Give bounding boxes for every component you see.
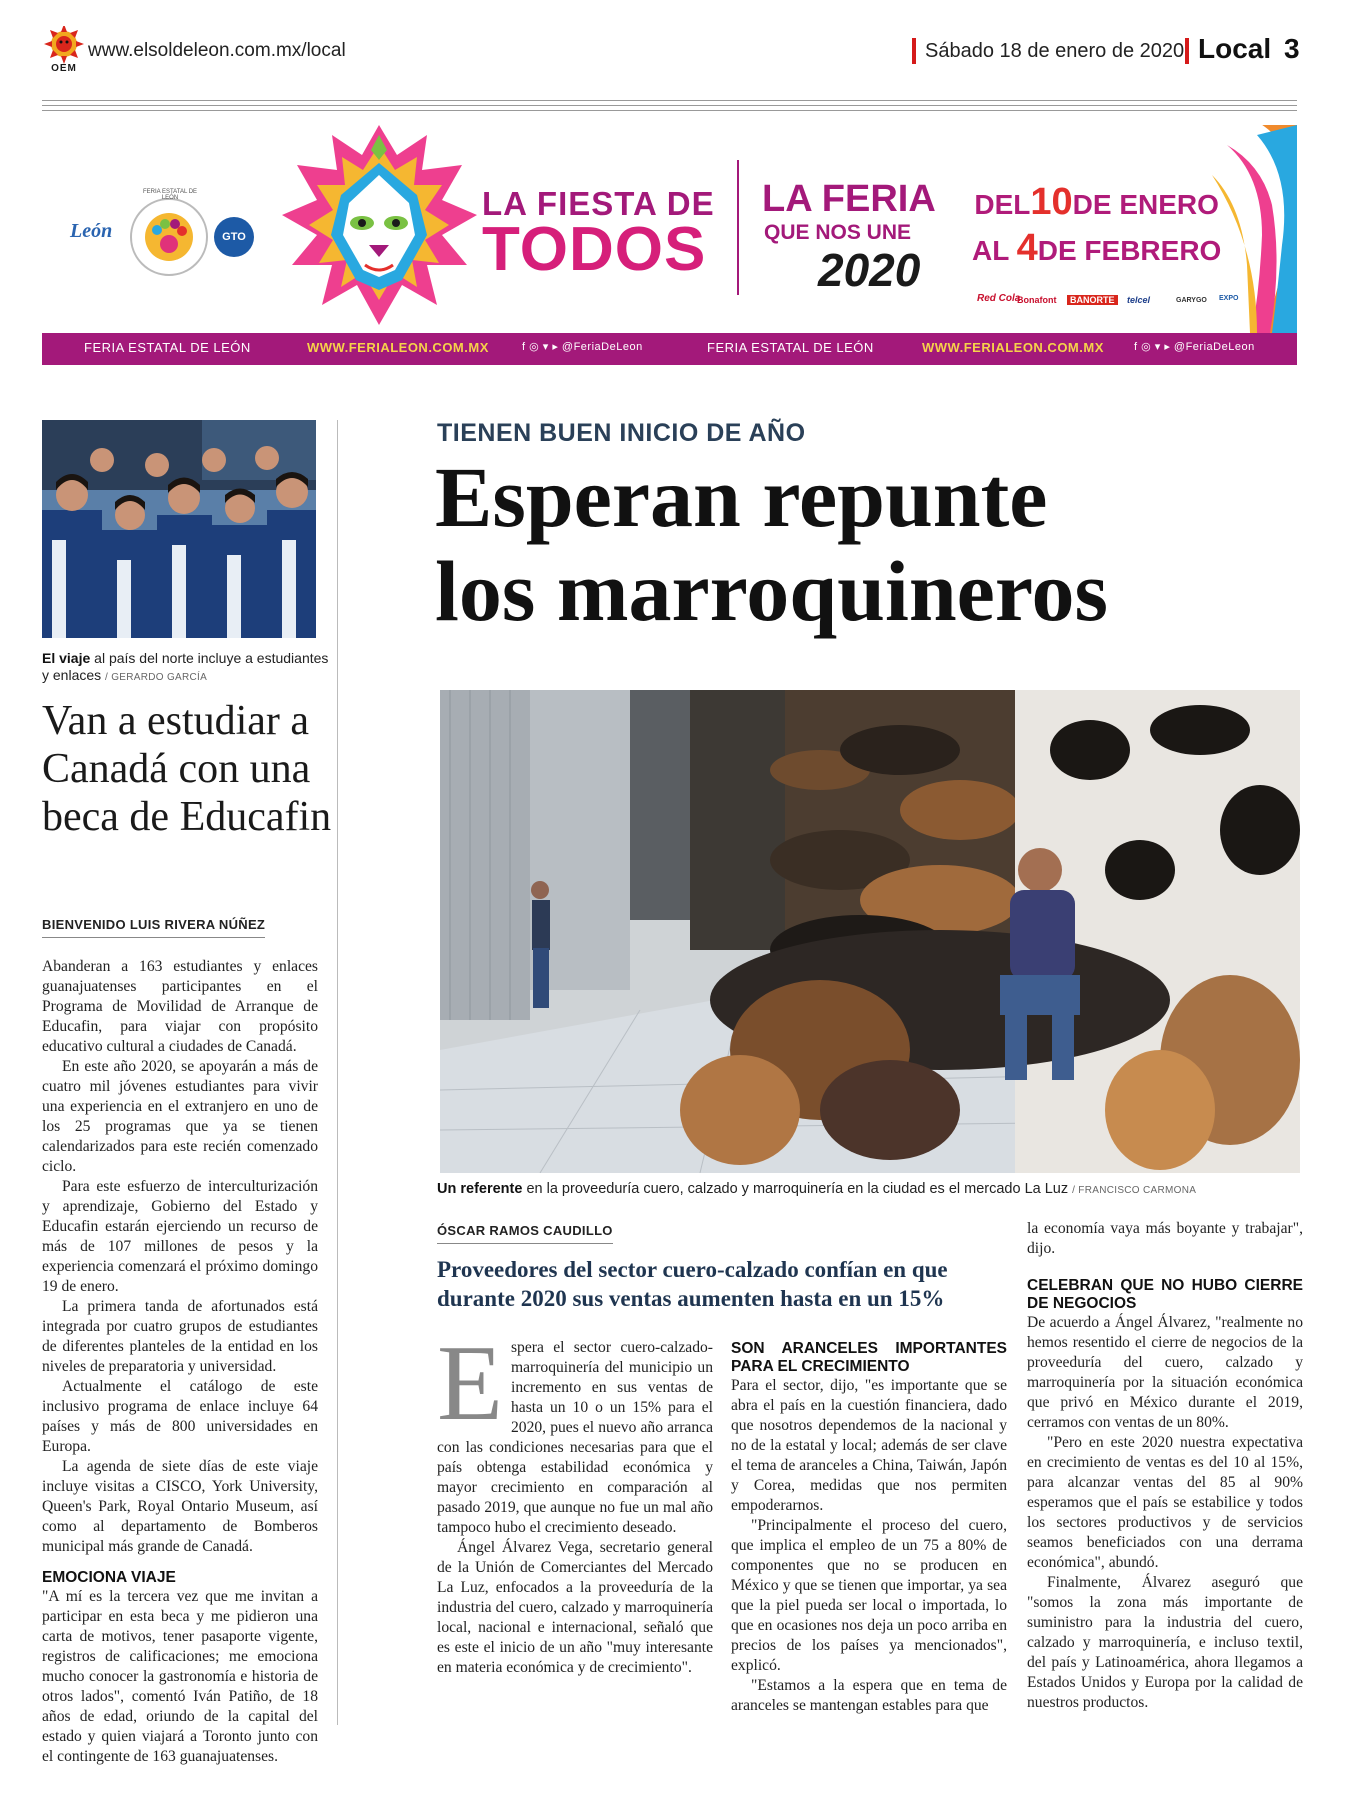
fiesta-line-2: TODOS	[482, 215, 707, 284]
article-paragraph: "Pero en este 2020 nuestra expectativa en crecimiento de ventas es del 10 al 15%, para alcanzar ventas del 85 al 90% esperamos que el país se estabilice y todos los sectores productivos y de servicios seamos beneficiados con una derrama económica", abundó.	[1027, 1434, 1303, 1571]
article-column-1	[437, 1324, 713, 1678]
site-url[interactable]: www.elsoldeleon.com.mx/local	[88, 40, 346, 61]
sidebar-headline: Van a estudiar a Canadá con una beca de Educafin	[42, 698, 332, 840]
leon-logo: León	[70, 220, 113, 242]
article-paragraph: Para el sector, dijo, "es importante que se abra el país en la cuestión financiera, dado que nosotros dependemos de la nacional y no de la estatal y local; además de ser clave el tema de aranceles a China, Taiwán, Japón y Corea, medidas que nos permiten empoderarnos.	[731, 1377, 1007, 1514]
article-column-2	[731, 1340, 1007, 1716]
oem-logo-text: OEM	[51, 63, 77, 74]
column-rule	[337, 420, 338, 1725]
sponsor-redcola: Red Cola	[977, 293, 1021, 304]
gto-logo: GTO	[214, 217, 254, 257]
sidebar-paragraph: Para este esfuerzo de interculturización y aprendizaje, Gobierno del Estado y Educafin estarán ejerciendo un recurso de más de 107 millones de pesos y la experiencia comenzará el próximo domingo 19 de enero.	[42, 1178, 318, 1295]
feather-illustration	[1202, 125, 1297, 333]
banner-strip	[42, 333, 1297, 365]
header-rule	[42, 100, 1297, 101]
sidebar-subhead: EMOCIONA VIAJE	[42, 1569, 176, 1586]
article-byline: ÓSCAR RAMOS CAUDILLO	[437, 1223, 613, 1244]
strip-url-1[interactable]: WWW.FERIALEON.COM.MX	[307, 340, 489, 355]
article-paragraph: la economía vaya más boyante y trabajar", dijo.	[1027, 1220, 1303, 1257]
fiesta-line-1: LA FIESTA DE	[482, 185, 715, 222]
seal-text: FERIA ESTATAL DE LEÓN	[142, 189, 198, 201]
sidebar-paragraph: Actualmente el catálogo de este inclusivo programa de enlace incluye 64 países y más de 800 universidades en Europa.	[42, 1378, 318, 1455]
feria-year: 2020	[818, 244, 921, 296]
feria-banner[interactable]	[42, 125, 1297, 365]
sidebar-paragraph: En este año 2020, se apoyarán a más de cuatro mil jóvenes estudiantes para vivir una experiencia en el extranjero en uno de los 25 programas que ya se tienen calendarizados para este recién comenzado ciclo.	[42, 1058, 318, 1175]
sidebar-paragraph: La agenda de siete días de este viaje incluye visitas a CISCO, York University, Queen's Park, Royal Ontario Museum, así como al departamento de Bomberos municipal más grande de Canadá.	[42, 1458, 318, 1555]
sponsor-garygo: GARYGO	[1176, 297, 1207, 304]
sponsor-telcel: telcel	[1127, 295, 1151, 305]
header-rule-3	[42, 110, 1297, 111]
feria-line-1: LA FERIA	[762, 178, 936, 220]
headline-line-2: los marroquineros	[435, 543, 1108, 639]
article-deck: Proveedores del sector cuero-calzado confían en que durante 2020 sus ventas aumenten hasta en un 15%	[437, 1257, 948, 1311]
dropcap: E	[437, 1324, 503, 1443]
article-paragraph: De acuerdo a Ángel Álvarez, "realmente no hemos resentido el cierre de negocios de la proveeduría del cuero, calzado y marroquinería por la situación económica que privó en México durante el 2019, cerramos con ventas de un 80%.	[1027, 1314, 1303, 1431]
article-kicker: TIENEN BUEN INICIO DE AÑO	[437, 419, 806, 447]
section-name: Local	[1198, 33, 1272, 64]
article-paragraph: "Estamos a la espera que en tema de aranceles se mantengan estables para que	[731, 1677, 1007, 1714]
dates-line-1: DEL10DE ENERO	[974, 181, 1219, 223]
article-paragraph: "Principalmente el proceso del cuero, que implica el empleo de un 75 a 80% de componentes que no se producen en México y que se tienen que importar, ya sea que la piel pueda ser local o importada, lo que en ocasiones nos deja un poco arriba en precios de los países ya mencionados", explicó.	[731, 1517, 1007, 1674]
leather-market-photo	[440, 690, 1300, 1173]
students-photo	[42, 420, 316, 638]
header-red-bar-2	[1185, 38, 1189, 64]
headline-line-1: Esperan repunte	[435, 449, 1048, 545]
strip-social-2[interactable]: f ◎ ▾ ▸ @FeriaDeLeon	[1134, 341, 1255, 353]
dates-line-2: AL 4DE FEBRERO	[972, 226, 1222, 269]
article-column-3	[1027, 1219, 1303, 1713]
market-photo-caption: Un referente en la proveeduría cuero, calzado y marroquinería en la ciudad es el mercado La Luz / FRANCISCO CARMONA	[437, 1181, 1197, 1197]
feria-line-2: QUE NOS UNE	[764, 221, 912, 244]
article-paragraph: Finalmente, Álvarez aseguró que "somos la zona más importante de suministro para la industria del cuero, calzado y marroquinería, e incluso textil, del país y Latinoamérica, ahora llegamos a Estados Unidos y Europa por la calidad de nuestros productos.	[1027, 1574, 1303, 1711]
social-icons: f ◎ ▾ ▸	[522, 341, 562, 353]
banner-divider	[737, 160, 739, 295]
sponsor-banorte: BANORTE	[1067, 295, 1118, 305]
article-headline	[435, 450, 1315, 638]
article-paragraph: Ángel Álvarez Vega, secretario general de la Unión de Comerciantes del Mercado La Luz, enfocados a la proveeduría de la industria del cuero, calzado y marroquinería local, nacional e internacional, señaló que es este el inicio de un año "muy interesante en materia económica y de crecimiento".	[437, 1539, 713, 1676]
sponsor-bonafont: Bonafont	[1017, 295, 1057, 305]
sidebar-byline: BIENVENIDO LUIS RIVERA NÚÑEZ	[42, 917, 265, 938]
strip-social-1[interactable]: f ◎ ▾ ▸ @FeriaDeLeon	[522, 341, 643, 353]
header-red-bar	[912, 38, 916, 64]
sponsor-expo: EXPO	[1219, 295, 1239, 302]
article-subhead-2: CELEBRAN QUE NO HUBO CIERRE DE NEGOCIOS	[1027, 1277, 1303, 1312]
strip-url-2[interactable]: WWW.FERIALEON.COM.MX	[922, 340, 1104, 355]
strip-name-1: FERIA ESTATAL DE LEÓN	[84, 340, 251, 355]
article-subhead-1: SON ARANCELES IMPORTANTES PARA EL CRECIMIENTO	[731, 1340, 1007, 1375]
students-photo-caption: El viaje al país del norte incluye a estudiantes y enlaces / GERARDO GARCÍA	[42, 650, 329, 683]
oem-logo	[42, 26, 86, 76]
sidebar-paragraph: La primera tanda de afortunados está integrada por cuatro grupos de estudiantes de diferentes planteles de la entidad en los niveles de preparatoria y universidad.	[42, 1298, 318, 1375]
page-number: 3	[1284, 33, 1300, 64]
header-rule-2	[42, 105, 1297, 106]
header-date: Sábado 18 de enero de 2020	[925, 40, 1185, 62]
strip-name-2: FERIA ESTATAL DE LEÓN	[707, 340, 874, 355]
feria-estatal-seal	[130, 198, 208, 276]
social-icons-2: f ◎ ▾ ▸	[1134, 341, 1174, 353]
lion-illustration	[277, 125, 482, 333]
sidebar-body	[42, 957, 318, 1767]
article-paragraph: spera el sector cuero-calzado-marroquinería del municipio un incremento en sus ventas de hasta un 10 o un 15% para el 2020, pues el nuevo año arranca con las condiciones necesarias para que el país obtenga estabilidad económica y mayor crecimiento en comparación al pasado 2019, que aunque no fue un mal año tampoco hubo el crecimiento deseado.	[437, 1339, 713, 1536]
sidebar-quote: "A mí es la tercera vez que me invitan a participar en esta beca y me pidieron una carta de motivos, tener pasaporte vigente, registros de calificaciones; me emociona mucho conocer la gastronomía e historia de otros lados", comentó Iván Patiño, de 18 años de edad, oriundo de la capital del estado y quien viajará a Toronto junto con el contingente de 163 guanajuatenses.	[42, 1588, 318, 1765]
sidebar-paragraph: Abanderan a 163 estudiantes y enlaces guanajuatenses participantes en el Programa de Movilidad de Arranque de Educafin, para viajar con propósito educativo cultural a ciudades de Canadá.	[42, 958, 318, 1055]
feria-dates	[972, 180, 1221, 271]
